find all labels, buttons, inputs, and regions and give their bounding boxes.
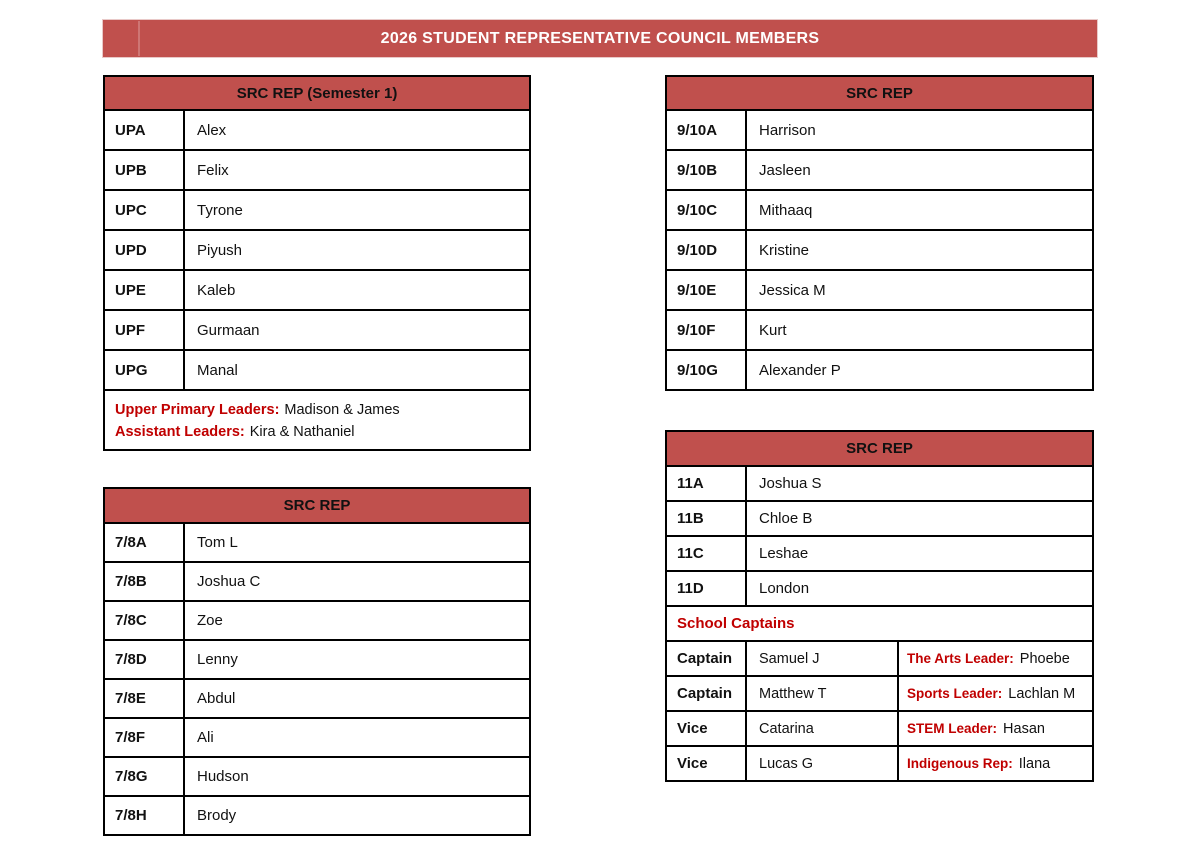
rep-name: Abdul [197, 690, 236, 707]
leader-name: Hasan [1003, 720, 1045, 737]
leader-name: Ilana [1018, 755, 1051, 772]
captain-name: Samuel J [747, 642, 899, 675]
class-code: UPD [105, 231, 185, 269]
class-code: 11D [667, 572, 747, 605]
year-11-captains-table [665, 430, 1094, 782]
table-row [105, 271, 529, 311]
class-code: 11B [667, 502, 747, 535]
rep-name: Kurt [759, 321, 787, 339]
rep-name: London [759, 580, 810, 597]
year-9-10-table [665, 75, 1094, 391]
rep-name: Alex [197, 121, 227, 139]
table-row [105, 680, 529, 719]
captain-role: Captain [667, 677, 747, 710]
footer-label: Assistant Leaders: [115, 424, 245, 440]
banner-cell-divider [138, 21, 140, 56]
leader-cell [899, 642, 1092, 675]
title-banner [103, 20, 1097, 57]
rep-name: Jasleen [759, 161, 811, 179]
class-code: UPA [105, 111, 185, 149]
table-row [105, 524, 529, 563]
leader-label: The Arts Leader: [907, 651, 1014, 666]
class-code: 7/8H [105, 797, 185, 834]
captain-row [667, 747, 1092, 780]
table-row [105, 151, 529, 191]
footer-label: Upper Primary Leaders: [115, 402, 280, 418]
rep-name: Harrison [759, 121, 816, 139]
class-code: UPE [105, 271, 185, 309]
rep-name: Kaleb [197, 281, 236, 299]
table-row [105, 311, 529, 351]
class-code: 7/8A [105, 524, 185, 561]
table-row [667, 271, 1092, 311]
rep-name: Alexander P [759, 361, 841, 379]
table-row [105, 641, 529, 680]
table-header: SRC REP (Semester 1) [105, 77, 529, 111]
class-code: 11A [667, 467, 747, 500]
rep-name: Piyush [197, 241, 243, 259]
class-code: 7/8F [105, 719, 185, 756]
class-code: UPF [105, 311, 185, 349]
class-code: UPB [105, 151, 185, 189]
table-row [667, 311, 1092, 351]
table-row [105, 563, 529, 602]
rep-name: Mithaaq [759, 201, 813, 219]
rep-name: Lenny [197, 651, 238, 668]
leader-label: Sports Leader: [907, 686, 1003, 701]
table-row [667, 231, 1092, 271]
table-row [667, 502, 1092, 537]
table-row [105, 351, 529, 391]
rep-name: Tyrone [197, 201, 243, 219]
class-code: 9/10A [667, 111, 747, 149]
table-row [667, 191, 1092, 231]
table-row [105, 111, 529, 151]
year-7-8-table [103, 487, 531, 836]
captain-role: Vice [667, 747, 747, 780]
footer-value: Madison & James [284, 402, 400, 418]
rep-name: Manal [197, 361, 238, 379]
table-header: SRC REP [105, 489, 529, 524]
leader-name: Lachlan M [1008, 685, 1076, 702]
table-row [105, 602, 529, 641]
captain-name: Catarina [747, 712, 899, 745]
leaders-footer [105, 391, 529, 449]
class-code: 11C [667, 537, 747, 570]
captain-role: Vice [667, 712, 747, 745]
class-code: 7/8G [105, 758, 185, 795]
leader-label: Indigenous Rep: [907, 756, 1013, 771]
table-row [667, 111, 1092, 151]
captain-role: Captain [667, 642, 747, 675]
rep-name: Felix [197, 161, 229, 179]
class-code: 9/10C [667, 191, 747, 229]
leader-label: STEM Leader: [907, 721, 998, 736]
leader-cell [899, 747, 1092, 780]
leader-cell [899, 677, 1092, 710]
table-row [667, 351, 1092, 389]
footer-line [115, 399, 519, 421]
class-code: 7/8C [105, 602, 185, 639]
rep-name: Ali [197, 729, 214, 746]
table-header: SRC REP [667, 432, 1092, 467]
footer-value: Kira & Nathaniel [249, 424, 355, 440]
upper-primary-table [103, 75, 531, 451]
rep-name: Hudson [197, 768, 249, 785]
rep-name: Joshua S [759, 475, 822, 492]
rep-name: Jessica M [759, 281, 826, 299]
class-code: UPC [105, 191, 185, 229]
captain-row [667, 642, 1092, 677]
class-code: UPG [105, 351, 185, 389]
captain-row [667, 712, 1092, 747]
rep-name: Tom L [197, 534, 238, 551]
table-row [105, 191, 529, 231]
captain-row [667, 677, 1092, 712]
class-code: 9/10F [667, 311, 747, 349]
class-code: 7/8E [105, 680, 185, 717]
table-header: SRC REP [667, 77, 1092, 111]
table-row [105, 231, 529, 271]
rep-name: Zoe [197, 612, 223, 629]
captain-name: Matthew T [747, 677, 899, 710]
page-title: 2026 STUDENT REPRESENTATIVE COUNCIL MEMBERS [380, 29, 820, 47]
class-code: 9/10D [667, 231, 747, 269]
rep-name: Leshae [759, 545, 809, 562]
rep-name: Chloe B [759, 510, 813, 527]
table-row [667, 572, 1092, 607]
leader-cell [899, 712, 1092, 745]
class-code: 9/10G [667, 351, 747, 389]
table-row [667, 537, 1092, 572]
rep-name: Brody [197, 807, 237, 824]
class-code: 7/8B [105, 563, 185, 600]
table-row [105, 719, 529, 758]
class-code: 7/8D [105, 641, 185, 678]
class-code: 9/10E [667, 271, 747, 309]
captain-name: Lucas G [747, 747, 899, 780]
footer-line [115, 421, 519, 443]
table-row [667, 467, 1092, 502]
school-captains-section-label: School Captains [667, 607, 1092, 642]
rep-name: Gurmaan [197, 321, 260, 339]
table-row [105, 758, 529, 797]
table-row [105, 797, 529, 834]
rep-name: Kristine [759, 241, 810, 259]
rep-name: Joshua C [197, 573, 261, 590]
class-code: 9/10B [667, 151, 747, 189]
table-row [667, 151, 1092, 191]
leader-name: Phoebe [1019, 650, 1070, 667]
